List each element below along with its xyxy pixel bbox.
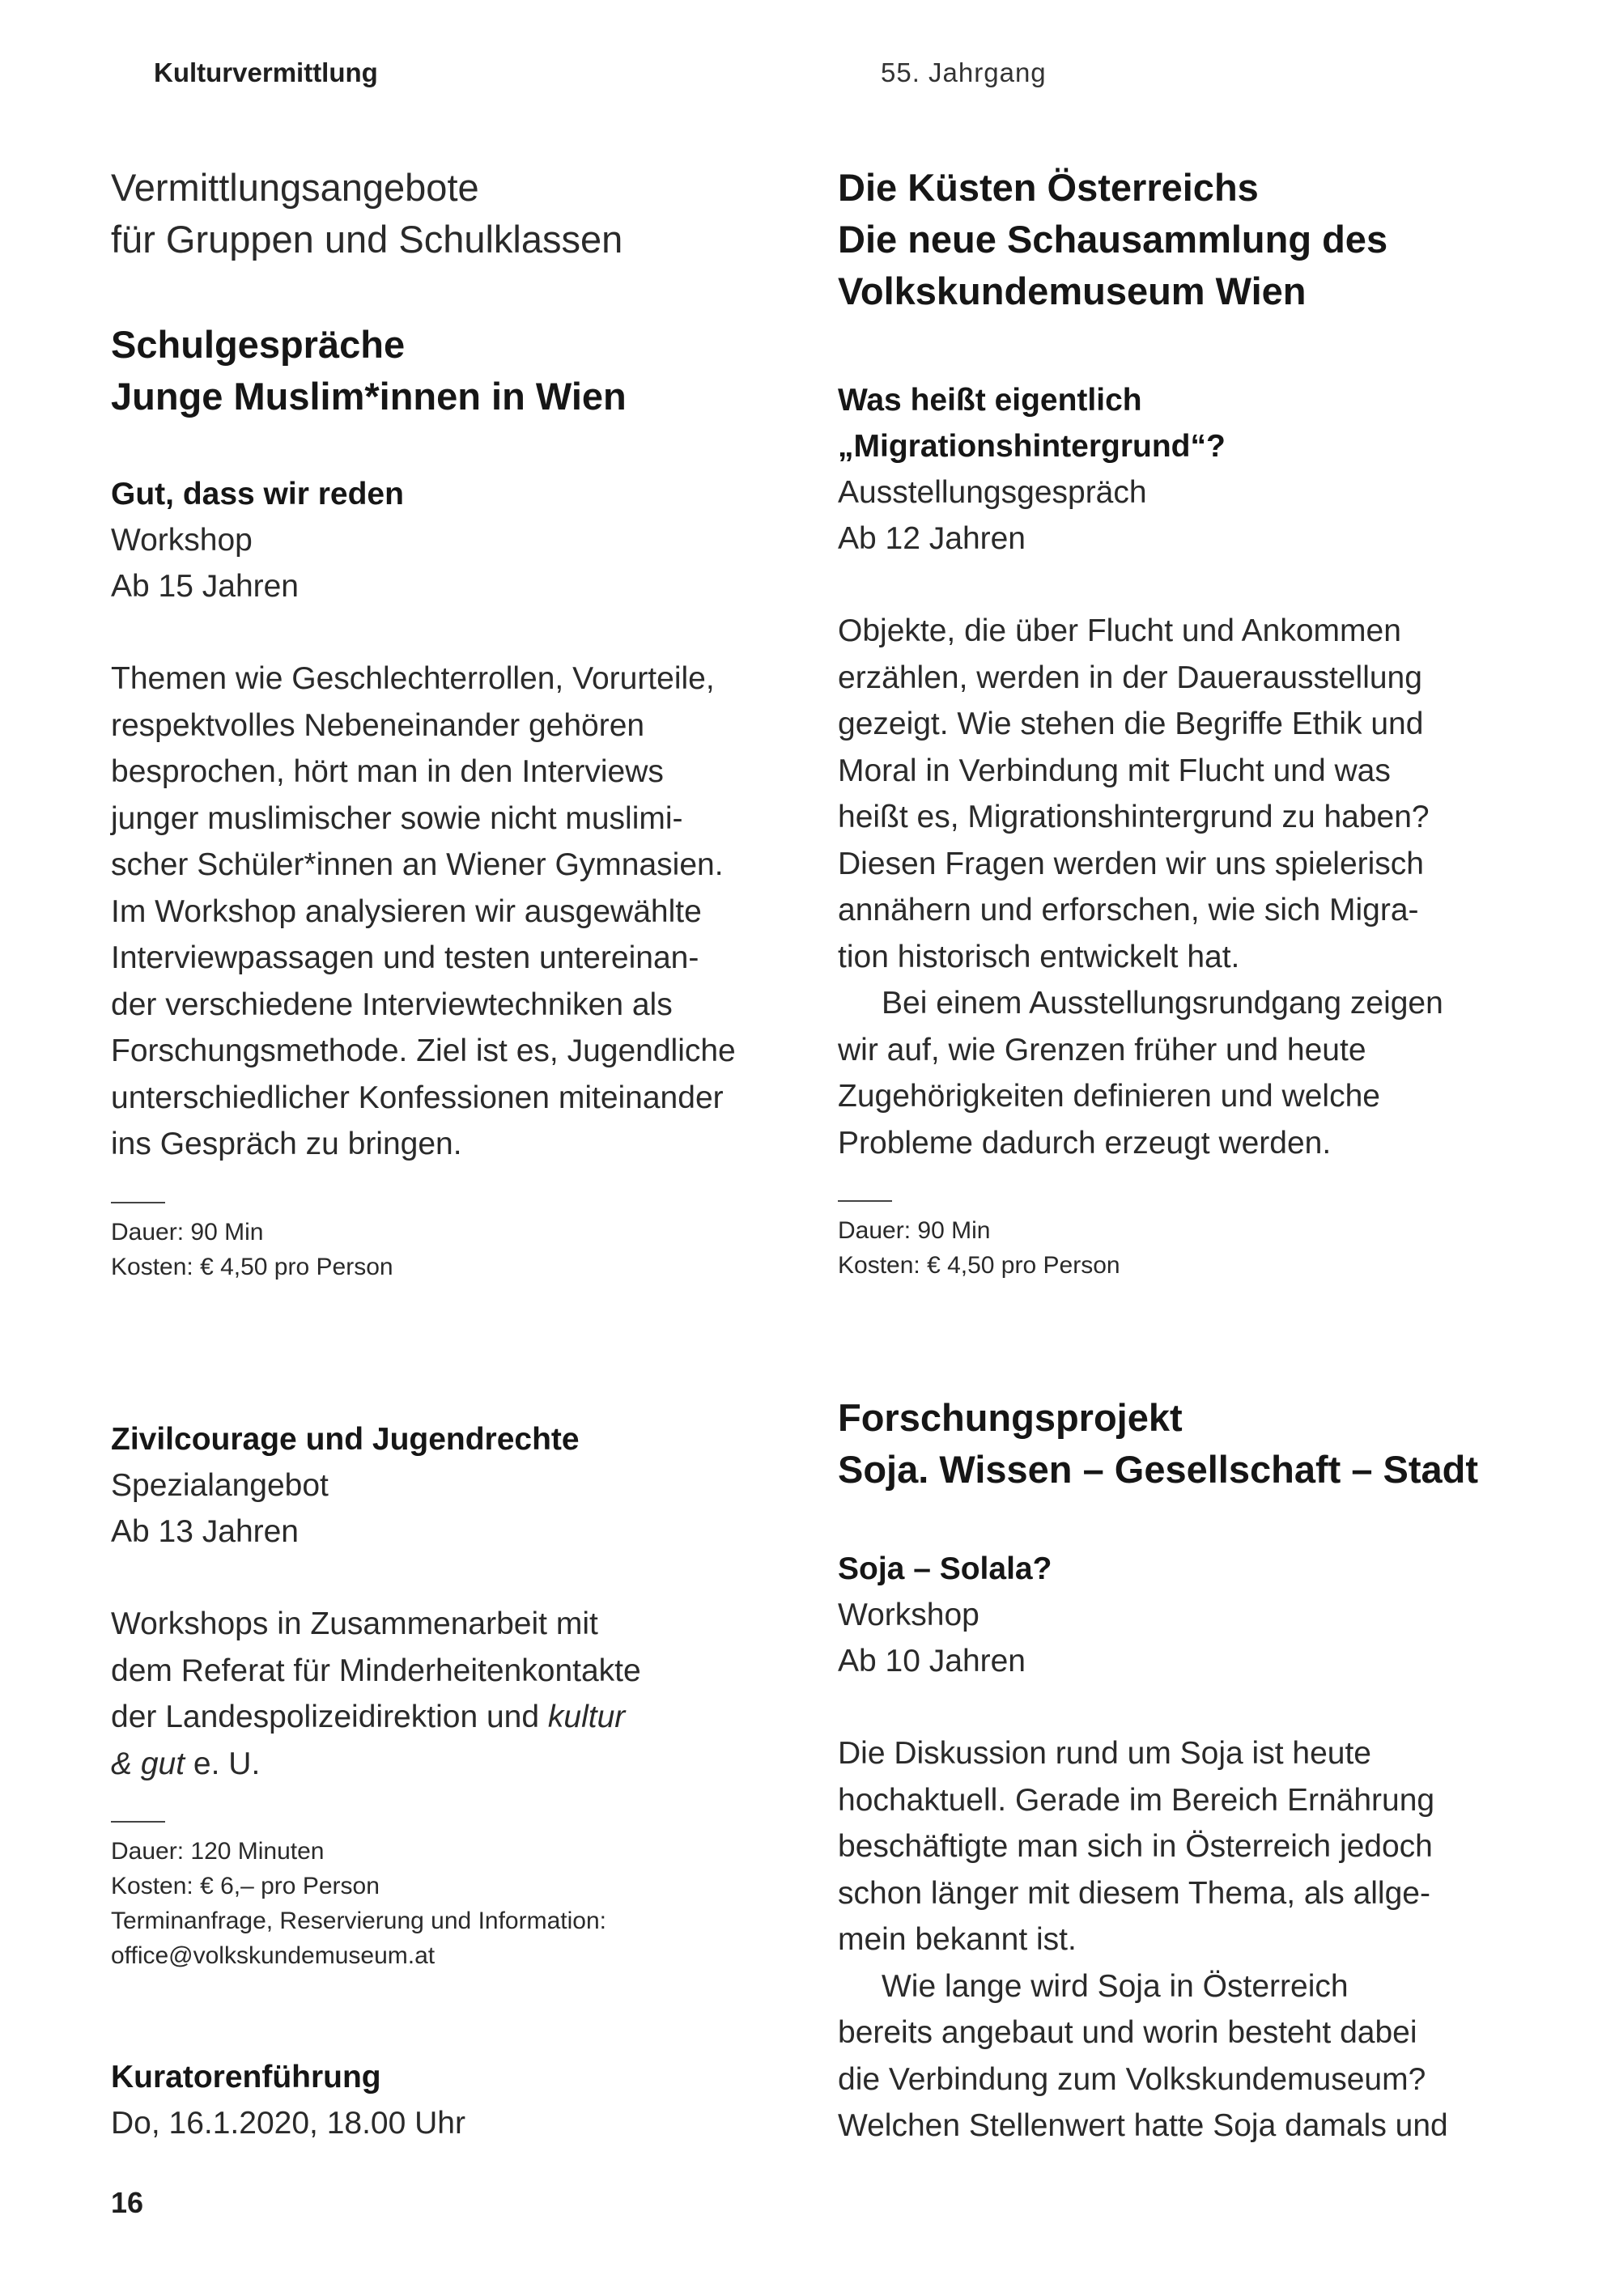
left-column xyxy=(111,162,823,1284)
body-line: annähern und erforschen, wie sich Migra- xyxy=(838,893,1419,927)
left-column-lower xyxy=(111,1416,823,2146)
item-title-gut-dass-wir-reden: Gut, dass wir reden xyxy=(111,477,404,511)
section-title-forschungsprojekt xyxy=(838,1392,1550,1496)
body-line: Forschungsmethode. Ziel ist es, Jugendliche xyxy=(111,1033,736,1068)
body-line: erzählen, werden in der Dauerausstellung xyxy=(838,660,1422,695)
body-line: wir auf, wie Grenzen früher und heute xyxy=(838,1032,1366,1067)
duration-info: Dauer: 90 Min xyxy=(111,1218,264,1246)
section-title-kuesten-oesterreichs xyxy=(838,162,1550,317)
body-line: hochaktuell. Gerade im Bereich Ernährung xyxy=(838,1782,1435,1818)
body-line: Probleme dadurch erzeugt werden. xyxy=(838,1125,1332,1161)
item-type: Ausstellungsgespräch xyxy=(838,475,1147,510)
section-title-line-1: Schulgespräche xyxy=(111,323,406,366)
body-text: Wie lange wird Soja in Österreich xyxy=(882,1968,1349,2004)
item-title-line-2: „Migrationshintergrund“? xyxy=(838,429,1226,464)
item-age: Ab 12 Jahren xyxy=(838,521,1026,556)
body-line: schon länger mit diesem Thema, als allge- xyxy=(838,1875,1430,1911)
item-type: Spezialangebot xyxy=(111,1468,329,1503)
body-line: ins Gespräch zu bringen. xyxy=(111,1127,462,1161)
body-line: Welchen Stellenwert hatte Soja damals und xyxy=(838,2108,1448,2143)
page-number: 16 xyxy=(111,2186,144,2219)
body-line: dem Referat für Minderheitenkontakte xyxy=(111,1653,641,1688)
page-heading-line-1: Vermittlungsangebote xyxy=(111,166,479,209)
right-column-lower xyxy=(838,1392,1550,2150)
body-line: junger muslimischer sowie nicht muslimi- xyxy=(111,800,683,836)
body-line: besprochen, hört man in den Interviews xyxy=(111,754,664,789)
body-line: gezeigt. Wie stehen die Begriffe Ethik und xyxy=(838,707,1424,741)
body-line: Zugehörigkeiten definieren und welche xyxy=(838,1079,1380,1114)
item-title-soja-solala: Soja – Solala? xyxy=(838,1551,1052,1586)
item-age: Ab 10 Jahren xyxy=(838,1644,1026,1678)
section-title-line-3: Volkskundemuseum Wien xyxy=(838,269,1307,312)
body-paragraph xyxy=(111,656,823,1168)
body-text: Bei einem Ausstellungsrundgang zeigen xyxy=(882,986,1443,1021)
cost-info: Kosten: € 6,– pro Person xyxy=(111,1873,380,1899)
right-column xyxy=(838,162,1550,1283)
email-link[interactable]: office@volkskundemuseum.at xyxy=(111,1942,436,1969)
body-line: beschäftigte man sich in Österreich jedoch xyxy=(838,1829,1433,1864)
section-title-line-2: Die neue Schausammlung des xyxy=(838,218,1388,261)
body-text-plain: der Landespolizeidirektion und xyxy=(111,1700,548,1734)
contact-info: Terminanfrage, Reservierung und Information: xyxy=(111,1908,606,1934)
body-line: unterschiedlicher Konfessionen miteinander xyxy=(111,1080,724,1115)
body-text-plain: e. U. xyxy=(185,1746,261,1781)
section-title-line-2: Junge Muslim*innen in Wien xyxy=(111,375,627,418)
item-title-zivilcourage: Zivilcourage und Jugendrechte xyxy=(111,1422,580,1457)
page-heading xyxy=(111,162,823,265)
event-date: Do, 16.1.2020, 18.00 Uhr xyxy=(111,2106,465,2141)
body-line xyxy=(111,1741,823,1788)
body-paragraph xyxy=(838,608,1550,1166)
item-title-line-1: Was heißt eigentlich xyxy=(838,383,1142,418)
page-heading-line-2: für Gruppen und Schulklassen xyxy=(111,218,623,261)
running-head-section: Kulturvermittlung xyxy=(154,57,378,87)
body-line xyxy=(838,1963,1550,2010)
item-age: Ab 15 Jahren xyxy=(111,569,300,604)
cost-info: Kosten: € 4,50 pro Person xyxy=(111,1253,393,1280)
body-line: Workshops in Zusammenarbeit mit xyxy=(111,1606,598,1641)
body-line: Interviewpassagen und testen untereinan- xyxy=(111,940,699,975)
body-line xyxy=(111,1694,823,1741)
body-text-italic: & gut xyxy=(111,1746,185,1781)
divider-rule xyxy=(111,1202,165,1203)
duration-info: Dauer: 90 Min xyxy=(838,1217,991,1244)
body-line: heißt es, Migrationshintergrund zu haben? xyxy=(838,800,1430,834)
body-line: Objekte, die über Flucht und Ankommen xyxy=(838,613,1401,648)
body-line: Im Workshop analysieren wir ausgewählte xyxy=(111,893,702,929)
divider-rule xyxy=(111,1821,165,1823)
body-text-italic: kultur xyxy=(547,1700,626,1734)
body-paragraph xyxy=(111,1601,823,1787)
body-line: respektvolles Nebeneinander gehören xyxy=(111,707,645,743)
body-line: Moral in Verbindung mit Flucht und was xyxy=(838,753,1391,788)
body-line: die Verbindung zum Volkskundemuseum? xyxy=(838,2061,1426,2097)
body-line: bereits angebaut und worin besteht dabei xyxy=(838,2015,1417,2050)
body-paragraph xyxy=(838,1730,1550,2150)
body-line: Die Diskussion rund um Soja ist heute xyxy=(838,1736,1371,1771)
item-type: Workshop xyxy=(111,523,253,558)
divider-rule xyxy=(838,1200,892,1202)
body-line xyxy=(838,980,1550,1027)
item-type: Workshop xyxy=(838,1598,979,1632)
body-line: Themen wie Geschlechterrollen, Vorurteile, xyxy=(111,661,715,696)
running-head-volume: 55. Jahrgang xyxy=(881,57,1047,87)
item-title-migrationshintergrund xyxy=(838,377,1550,469)
body-line: Diesen Fragen werden wir uns spielerisch xyxy=(838,846,1424,881)
cost-info: Kosten: € 4,50 pro Person xyxy=(838,1252,1120,1279)
item-age: Ab 13 Jahren xyxy=(111,1514,300,1549)
body-line: mein bekannt ist. xyxy=(838,1922,1077,1957)
duration-info: Dauer: 120 Minuten xyxy=(111,1838,325,1865)
section-title-line-2: Soja. Wissen – Gesellschaft – Stadt xyxy=(838,1448,1479,1491)
body-line: tion historisch entwickelt hat. xyxy=(838,939,1240,974)
body-line: scher Schüler*innen an Wiener Gymnasien. xyxy=(111,847,724,882)
body-line: der verschiedene Interviewtechniken als xyxy=(111,987,673,1022)
section-title-line-1: Die Küsten Österreichs xyxy=(838,166,1259,209)
section-title-line-1: Forschungsprojekt xyxy=(838,1396,1183,1439)
item-title-kuratorenfuehrung: Kuratorenführung xyxy=(111,2060,381,2094)
section-title-schulgespraeche xyxy=(111,319,823,422)
